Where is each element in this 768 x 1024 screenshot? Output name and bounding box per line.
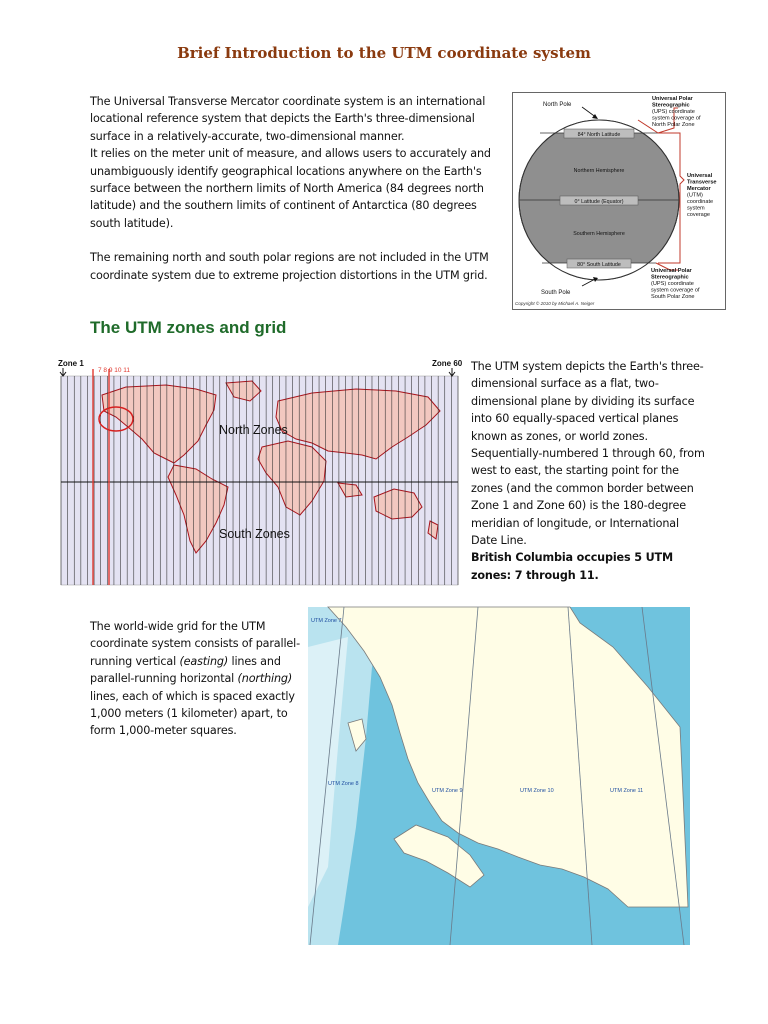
world-utm-map: [56, 355, 463, 589]
grid-text-part-a: The world-wide grid for the UTM coordinate system consists of parallel-running vertical: [90, 620, 300, 668]
globe-diagram: [512, 92, 726, 314]
lat-80-label: 80° South Latitude: [577, 262, 621, 268]
grid-text-part-b: lines and parallel-running horizontal: [90, 654, 281, 686]
utm-title: Universal Transverse Mercator: [687, 173, 717, 192]
zone-1-label: Zone 1: [58, 359, 84, 368]
south-zones-label: South Zones: [219, 527, 290, 541]
zone-60-label: Zone 60: [432, 359, 463, 368]
intro-text: [90, 93, 505, 284]
utm-zone-8-label: UTM Zone 8: [328, 781, 359, 787]
ups-south-description: (UPS) coordinate system coverage of South Polar Zone: [651, 281, 700, 300]
utm-zone-7-label: UTM Zone 7: [311, 618, 342, 624]
document-title: Brief Introduction to the UTM coordinate system: [177, 44, 591, 62]
globe-diagram-svg: [512, 92, 726, 310]
equator-label: 0° Latitude (Equator): [574, 199, 624, 205]
south-pole-label: South Pole: [541, 290, 571, 296]
utm-zone-9-label: UTM Zone 9: [432, 788, 463, 794]
intro-paragraph-3: The remaining north and south polar regions are not included in the UTM coordinate system due to extreme projection distortions in the UTM grid.: [90, 251, 489, 282]
bc-utm-map: [308, 607, 690, 949]
intro-paragraph-1: The Universal Transverse Mercator coordinate system is an international locational reference system that depicts the Earth's three-dimensional surface in a relatively-accurate, two-dimensional manner.: [90, 95, 486, 143]
ups-north-title: Universal Polar Stereographic: [652, 96, 693, 109]
utm-description: (UTM) coordinate system coverage: [687, 192, 714, 218]
copyright-text: Copyright © 2010 by Michael A. Neiger: [515, 301, 595, 306]
intro-paragraph-2: It relies on the meter unit of measure, and allows users to accurately and unambiguously identify geographical locations anywhere on the Earth's surface between the northern limits of North America (84 degrees north latitude) and the southern limits of continent of Antarctica (80 degrees south latitude).: [90, 147, 491, 230]
northern-hemisphere-label: Northern Hemisphere: [573, 168, 625, 174]
north-zones-label: North Zones: [219, 423, 288, 437]
grid-description: [90, 618, 300, 740]
utm-zone-10-label: UTM Zone 10: [520, 788, 554, 794]
ups-north-description: (UPS) coordinate system coverage of North Polar Zone: [652, 109, 701, 128]
world-utm-map-svg: [56, 355, 463, 585]
ups-south-title: Universal Polar Stereographic: [651, 268, 692, 281]
bc-zones-note: British Columbia occupies 5 UTM zones: 7 through 11.: [471, 551, 673, 582]
bc-zone-numbers: 7 8 9 10 11: [98, 367, 131, 374]
easting-term: (easting): [179, 654, 229, 668]
northing-term: (northing): [237, 672, 293, 686]
grid-text-part-c: lines, each of which is spaced exactly 1,000 meters (1 kilometer) apart, to form 1,000-meter squares.: [90, 689, 295, 738]
bc-utm-map-svg: [308, 607, 690, 945]
lat-84-label: 84° North Latitude: [577, 132, 621, 138]
grid-paragraph: [90, 618, 300, 740]
section-heading: The UTM zones and grid: [90, 318, 287, 337]
zones-description: [471, 358, 706, 584]
north-pole-label: North Pole: [543, 102, 572, 108]
southern-hemisphere-label: Southern Hemisphere: [573, 231, 625, 237]
utm-zone-11-label: UTM Zone 11: [610, 788, 644, 794]
zones-paragraph: The UTM system depicts the Earth's three-dimensional surface as a flat, two-dimensional plane by dividing its surface into 60 equally-spaced vertical planes known as zones, or world zones. Sequentially-numbered 1 through 60, from west to east, the starting point for the zones (and the common border between Zone 1 and Zone 60) is the 180-degree meridian of longitude, or International Date Line.: [471, 360, 705, 548]
